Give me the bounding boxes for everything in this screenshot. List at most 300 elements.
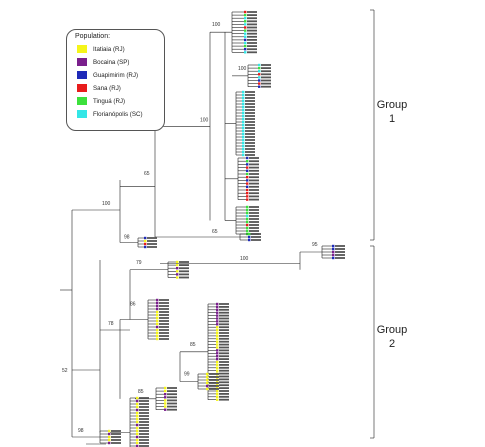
leaf-population-marker: [242, 106, 244, 108]
leaf-population-marker: [332, 257, 334, 259]
leaf-label-mark: [219, 309, 229, 311]
legend-swatch: [77, 110, 87, 118]
leaf-population-marker: [216, 341, 218, 343]
leaf-label-mark: [219, 361, 229, 363]
leaf-label-mark: [247, 51, 257, 53]
leaf-label-mark: [249, 164, 259, 166]
leaf-population-marker: [216, 317, 218, 319]
leaf-population-marker: [216, 399, 218, 401]
leaf-label-mark: [111, 436, 121, 438]
leaf-label-mark: [251, 233, 261, 235]
bootstrap-value: 95: [312, 242, 318, 248]
leaf-label-mark: [219, 381, 229, 383]
leaf-label-mark: [245, 139, 255, 141]
leaf-label-mark: [249, 170, 259, 172]
leaf-label-mark: [139, 415, 149, 417]
leaf-population-marker: [242, 142, 244, 144]
leaf-population-marker: [156, 308, 158, 310]
leaf-population-marker: [244, 11, 246, 13]
leaf-label-mark: [159, 329, 169, 331]
leaf-population-marker: [144, 237, 146, 239]
leaf-label-mark: [219, 355, 229, 357]
leaf-label-mark: [167, 409, 177, 411]
leaf-label-mark: [335, 245, 345, 247]
leaf-label-mark: [247, 24, 257, 26]
leaf-population-marker: [216, 396, 218, 398]
leaf-label-mark: [245, 112, 255, 114]
legend-item-itatiaia: [77, 44, 125, 54]
leaf-population-marker: [206, 382, 208, 384]
leaf-population-marker: [246, 160, 248, 162]
leaf-label-mark: [159, 311, 169, 313]
leaf-label-mark: [219, 393, 229, 395]
leaf-population-marker: [136, 415, 138, 417]
leaf-label-mark: [147, 246, 157, 248]
leaf-population-marker: [216, 335, 218, 337]
leaf-label-mark: [139, 439, 149, 441]
leaf-label-mark: [219, 306, 229, 308]
leaf-population-marker: [176, 261, 178, 263]
legend-label: Florianópolis (SC): [93, 110, 143, 118]
leaf-label-mark: [249, 160, 259, 162]
leaf-label-mark: [219, 321, 229, 323]
leaf-label-mark: [159, 299, 169, 301]
leaf-population-marker: [244, 23, 246, 25]
leaf-population-marker: [242, 97, 244, 99]
leaf-population-marker: [248, 236, 250, 238]
leaf-label-mark: [249, 227, 259, 229]
group-number: 2: [388, 338, 396, 350]
leaf-population-marker: [246, 198, 248, 200]
leaf-population-marker: [164, 390, 166, 392]
leaf-label-mark: [219, 326, 229, 328]
leaf-population-marker: [156, 332, 158, 334]
leaf-population-marker: [136, 406, 138, 408]
leaf-label-mark: [179, 270, 189, 272]
leaf-population-marker: [216, 361, 218, 363]
leaf-population-marker: [216, 329, 218, 331]
leaf-label-mark: [249, 209, 259, 211]
legend-label: Guapimirim (RJ): [93, 71, 139, 79]
leaf-label-mark: [139, 424, 149, 426]
leaf-label-mark: [209, 385, 219, 387]
bootstrap-value: 98: [78, 428, 84, 434]
leaf-label-mark: [247, 45, 257, 47]
leaf-label-mark: [219, 323, 229, 325]
population-legend: [66, 29, 165, 131]
leaf-label-mark: [261, 70, 271, 72]
legend-item-sana: [77, 83, 121, 93]
leaf-label-mark: [219, 358, 229, 360]
leaf-population-marker: [216, 393, 218, 395]
leaf-population-marker: [246, 179, 248, 181]
bootstrap-value: 100: [102, 201, 111, 207]
leaf-label-mark: [219, 312, 229, 314]
leaf-population-marker: [242, 118, 244, 120]
bootstrap-value: 86: [130, 301, 136, 308]
leaf-population-marker: [136, 418, 138, 420]
leaf-label-mark: [219, 352, 229, 354]
leaf-label-mark: [159, 314, 169, 316]
leaf-population-marker: [216, 309, 218, 311]
leaf-population-marker: [176, 264, 178, 266]
leaf-label-mark: [247, 17, 257, 19]
leaf-population-marker: [108, 433, 110, 435]
leaf-label-mark: [209, 388, 219, 390]
leaf-population-marker: [242, 127, 244, 129]
leaf-label-mark: [139, 403, 149, 405]
leaf-label-mark: [111, 442, 121, 444]
group-number: 1: [388, 113, 396, 125]
leaf-population-marker: [258, 64, 260, 66]
leaf-label-mark: [249, 224, 259, 226]
leaf-label-mark: [249, 186, 259, 188]
leaf-label-mark: [219, 338, 229, 340]
leaf-population-marker: [242, 109, 244, 111]
leaf-label-mark: [261, 80, 271, 82]
leaf-label-mark: [249, 212, 259, 214]
leaf-population-marker: [258, 73, 260, 75]
leaf-label-mark: [139, 406, 149, 408]
leaf-population-marker: [156, 299, 158, 301]
bootstrap-value: 79: [136, 259, 142, 266]
leaf-population-marker: [176, 270, 178, 272]
leaf-population-marker: [246, 212, 248, 214]
leaf-label-mark: [219, 370, 229, 372]
leaf-population-marker: [244, 26, 246, 28]
leaf-label-mark: [247, 20, 257, 22]
leaf-population-marker: [164, 409, 166, 411]
leaf-label-mark: [335, 254, 345, 256]
leaf-label-mark: [139, 409, 149, 411]
leaf-label-mark: [261, 77, 271, 79]
leaf-population-marker: [136, 412, 138, 414]
leaf-label-mark: [251, 239, 261, 241]
leaf-population-marker: [144, 243, 146, 245]
leaf-label-mark: [245, 154, 255, 156]
leaf-label-mark: [261, 67, 271, 69]
leaf-label-mark: [219, 303, 229, 305]
leaf-population-marker: [248, 239, 250, 241]
leaf-label-mark: [245, 130, 255, 132]
leaf-population-marker: [136, 409, 138, 411]
leaf-label-mark: [249, 157, 259, 159]
leaf-population-marker: [216, 312, 218, 314]
leaf-label-mark: [245, 118, 255, 120]
leaf-label-mark: [219, 373, 229, 375]
leaf-label-mark: [219, 341, 229, 343]
leaf-population-marker: [246, 176, 248, 178]
leaf-population-marker: [156, 338, 158, 340]
leaf-population-marker: [136, 427, 138, 429]
leaf-label-mark: [139, 442, 149, 444]
leaf-population-marker: [206, 388, 208, 390]
leaf-label-mark: [335, 248, 345, 250]
leaf-label-mark: [249, 199, 259, 201]
leaf-population-marker: [244, 39, 246, 41]
leaf-label-mark: [159, 320, 169, 322]
leaf-label-mark: [219, 318, 229, 320]
leaf-population-marker: [246, 215, 248, 217]
legend-label: Tinguá (RJ): [93, 97, 126, 105]
leaf-label-mark: [147, 240, 157, 242]
leaf-label-mark: [209, 373, 219, 375]
leaf-label-mark: [249, 167, 259, 169]
leaf-population-marker: [258, 79, 260, 81]
leaf-label-mark: [249, 221, 259, 223]
bootstrap-value: 52: [62, 368, 68, 374]
leaf-population-marker: [164, 393, 166, 395]
leaf-label-mark: [111, 430, 121, 432]
leaf-population-marker: [216, 343, 218, 345]
legend-swatch: [77, 97, 87, 105]
leaf-population-marker: [242, 136, 244, 138]
leaf-label-mark: [167, 400, 177, 402]
leaf-label-mark: [219, 384, 229, 386]
group-2-label: [372, 323, 412, 351]
leaf-label-mark: [249, 206, 259, 208]
leaf-population-marker: [246, 206, 248, 208]
leaf-population-marker: [176, 276, 178, 278]
leaf-label-mark: [159, 302, 169, 304]
leaf-label-mark: [219, 315, 229, 317]
leaf-label-mark: [219, 329, 229, 331]
legend-swatch: [77, 58, 87, 66]
leaf-population-marker: [242, 115, 244, 117]
leaf-population-marker: [216, 352, 218, 354]
leaf-label-mark: [179, 277, 189, 279]
leaf-population-marker: [242, 151, 244, 153]
leaf-population-marker: [242, 94, 244, 96]
leaf-population-marker: [216, 370, 218, 372]
leaf-label-mark: [179, 261, 189, 263]
legend-label: Itatiaia (RJ): [93, 45, 125, 53]
leaf-label-mark: [159, 305, 169, 307]
leaf-population-marker: [164, 399, 166, 401]
leaf-population-marker: [246, 186, 248, 188]
leaf-population-marker: [156, 314, 158, 316]
leaf-label-mark: [247, 33, 257, 35]
leaf-population-marker: [246, 192, 248, 194]
leaf-population-marker: [206, 373, 208, 375]
leaf-label-mark: [111, 439, 121, 441]
leaf-label-mark: [147, 237, 157, 239]
leaf-population-marker: [242, 91, 244, 93]
leaf-label-mark: [245, 106, 255, 108]
leaf-label-mark: [245, 94, 255, 96]
leaf-population-marker: [332, 248, 334, 250]
leaf-population-marker: [108, 442, 110, 444]
leaf-population-marker: [242, 145, 244, 147]
leaf-population-marker: [246, 218, 248, 220]
leaf-label-mark: [219, 399, 229, 401]
leaf-population-marker: [216, 367, 218, 369]
leaf-population-marker: [244, 51, 246, 53]
leaf-population-marker: [332, 254, 334, 256]
leaf-population-marker: [156, 323, 158, 325]
leaf-population-marker: [136, 397, 138, 399]
leaf-population-marker: [242, 148, 244, 150]
leaf-label-mark: [249, 218, 259, 220]
legend-swatch: [77, 45, 87, 53]
leaf-population-marker: [216, 332, 218, 334]
leaf-population-marker: [244, 29, 246, 31]
leaf-population-marker: [136, 424, 138, 426]
leaf-label-mark: [247, 48, 257, 50]
leaf-population-marker: [246, 173, 248, 175]
leaf-label-mark: [245, 127, 255, 129]
leaf-population-marker: [246, 227, 248, 229]
leaf-label-mark: [247, 42, 257, 44]
leaf-population-marker: [244, 36, 246, 38]
leaf-label-mark: [167, 390, 177, 392]
leaf-label-mark: [245, 109, 255, 111]
leaf-label-mark: [245, 103, 255, 105]
leaf-population-marker: [156, 302, 158, 304]
leaf-population-marker: [156, 335, 158, 337]
leaf-label-mark: [139, 427, 149, 429]
leaf-label-mark: [251, 236, 261, 238]
leaf-population-marker: [216, 358, 218, 360]
leaf-population-marker: [242, 139, 244, 141]
leaf-label-mark: [219, 387, 229, 389]
leaf-label-mark: [245, 91, 255, 93]
legend-item-bocaina: [77, 57, 129, 67]
leaf-label-mark: [147, 243, 157, 245]
leaf-population-marker: [206, 385, 208, 387]
leaf-population-marker: [136, 421, 138, 423]
leaf-label-mark: [247, 36, 257, 38]
leaf-label-mark: [159, 332, 169, 334]
leaf-label-mark: [249, 173, 259, 175]
leaf-population-marker: [244, 17, 246, 19]
group-word: Group: [376, 99, 408, 111]
leaf-label-mark: [209, 382, 219, 384]
leaf-label-mark: [249, 230, 259, 232]
leaf-label-mark: [245, 97, 255, 99]
leaf-population-marker: [258, 76, 260, 78]
leaf-population-marker: [246, 209, 248, 211]
leaf-population-marker: [136, 439, 138, 441]
leaf-population-marker: [164, 405, 166, 407]
leaf-population-marker: [164, 402, 166, 404]
leaf-population-marker: [216, 306, 218, 308]
leaf-population-marker: [156, 320, 158, 322]
leaf-population-marker: [144, 240, 146, 242]
leaf-population-marker: [156, 305, 158, 307]
bootstrap-value: 100: [240, 255, 249, 262]
legend-item-guapimirim: [77, 70, 138, 80]
leaf-label-mark: [245, 148, 255, 150]
leaf-label-mark: [249, 215, 259, 217]
leaf-population-marker: [242, 124, 244, 126]
leaf-label-mark: [219, 376, 229, 378]
leaf-population-marker: [176, 267, 178, 269]
bootstrap-value: 100: [200, 117, 209, 124]
leaf-label-mark: [179, 267, 189, 269]
leaf-population-marker: [244, 45, 246, 47]
leaf-label-mark: [335, 251, 345, 253]
leaf-label-mark: [139, 421, 149, 423]
leaf-population-marker: [248, 233, 250, 235]
leaf-population-marker: [244, 20, 246, 22]
bootstrap-value: 85: [138, 388, 144, 395]
leaf-population-marker: [156, 317, 158, 319]
bootstrap-value: 100: [212, 22, 221, 29]
leaf-label-mark: [167, 393, 177, 395]
leaf-label-mark: [139, 397, 149, 399]
leaf-label-mark: [159, 317, 169, 319]
leaf-label-mark: [139, 418, 149, 420]
leaf-population-marker: [156, 329, 158, 331]
legend-label: Bocaina (SP): [93, 58, 130, 66]
leaf-population-marker: [206, 379, 208, 381]
leaf-label-mark: [245, 136, 255, 138]
leaf-population-marker: [136, 436, 138, 438]
leaf-label-mark: [139, 433, 149, 435]
leaf-population-marker: [242, 100, 244, 102]
leaf-population-marker: [216, 338, 218, 340]
leaf-population-marker: [136, 403, 138, 405]
leaf-population-marker: [246, 221, 248, 223]
leaf-label-mark: [219, 335, 229, 337]
leaf-label-mark: [247, 39, 257, 41]
bootstrap-value: 99: [184, 371, 190, 378]
leaf-population-marker: [258, 67, 260, 69]
leaf-label-mark: [219, 379, 229, 381]
leaf-population-marker: [216, 355, 218, 357]
leaf-population-marker: [332, 251, 334, 253]
leaf-population-marker: [242, 103, 244, 105]
leaf-population-marker: [246, 182, 248, 184]
leaf-label-mark: [245, 145, 255, 147]
leaf-population-marker: [242, 112, 244, 114]
leaf-label-mark: [247, 30, 257, 32]
leaf-label-mark: [139, 400, 149, 402]
leaf-label-mark: [167, 387, 177, 389]
leaf-label-mark: [139, 430, 149, 432]
leaf-population-marker: [136, 430, 138, 432]
leaf-population-marker: [216, 303, 218, 305]
legend-swatch: [77, 71, 87, 79]
leaf-label-mark: [179, 274, 189, 276]
leaf-label-mark: [247, 11, 257, 13]
leaf-label-mark: [219, 347, 229, 349]
leaf-label-mark: [209, 379, 219, 381]
leaf-label-mark: [245, 121, 255, 123]
leaf-population-marker: [244, 42, 246, 44]
leaf-population-marker: [246, 224, 248, 226]
leaf-population-marker: [246, 170, 248, 172]
leaf-label-mark: [261, 73, 271, 75]
leaf-label-mark: [245, 124, 255, 126]
leaf-label-mark: [111, 433, 121, 435]
leaf-label-mark: [245, 115, 255, 117]
leaf-label-mark: [245, 142, 255, 144]
legend-label: Sana (RJ): [93, 84, 121, 92]
leaf-population-marker: [244, 33, 246, 35]
leaf-label-mark: [167, 396, 177, 398]
leaf-population-marker: [108, 430, 110, 432]
leaf-label-mark: [209, 376, 219, 378]
leaf-population-marker: [144, 246, 146, 248]
bootstrap-value: 98: [124, 234, 130, 241]
leaf-label-mark: [159, 326, 169, 328]
leaf-population-marker: [176, 273, 178, 275]
leaf-population-marker: [216, 346, 218, 348]
leaf-label-mark: [159, 338, 169, 340]
leaf-population-marker: [258, 82, 260, 84]
